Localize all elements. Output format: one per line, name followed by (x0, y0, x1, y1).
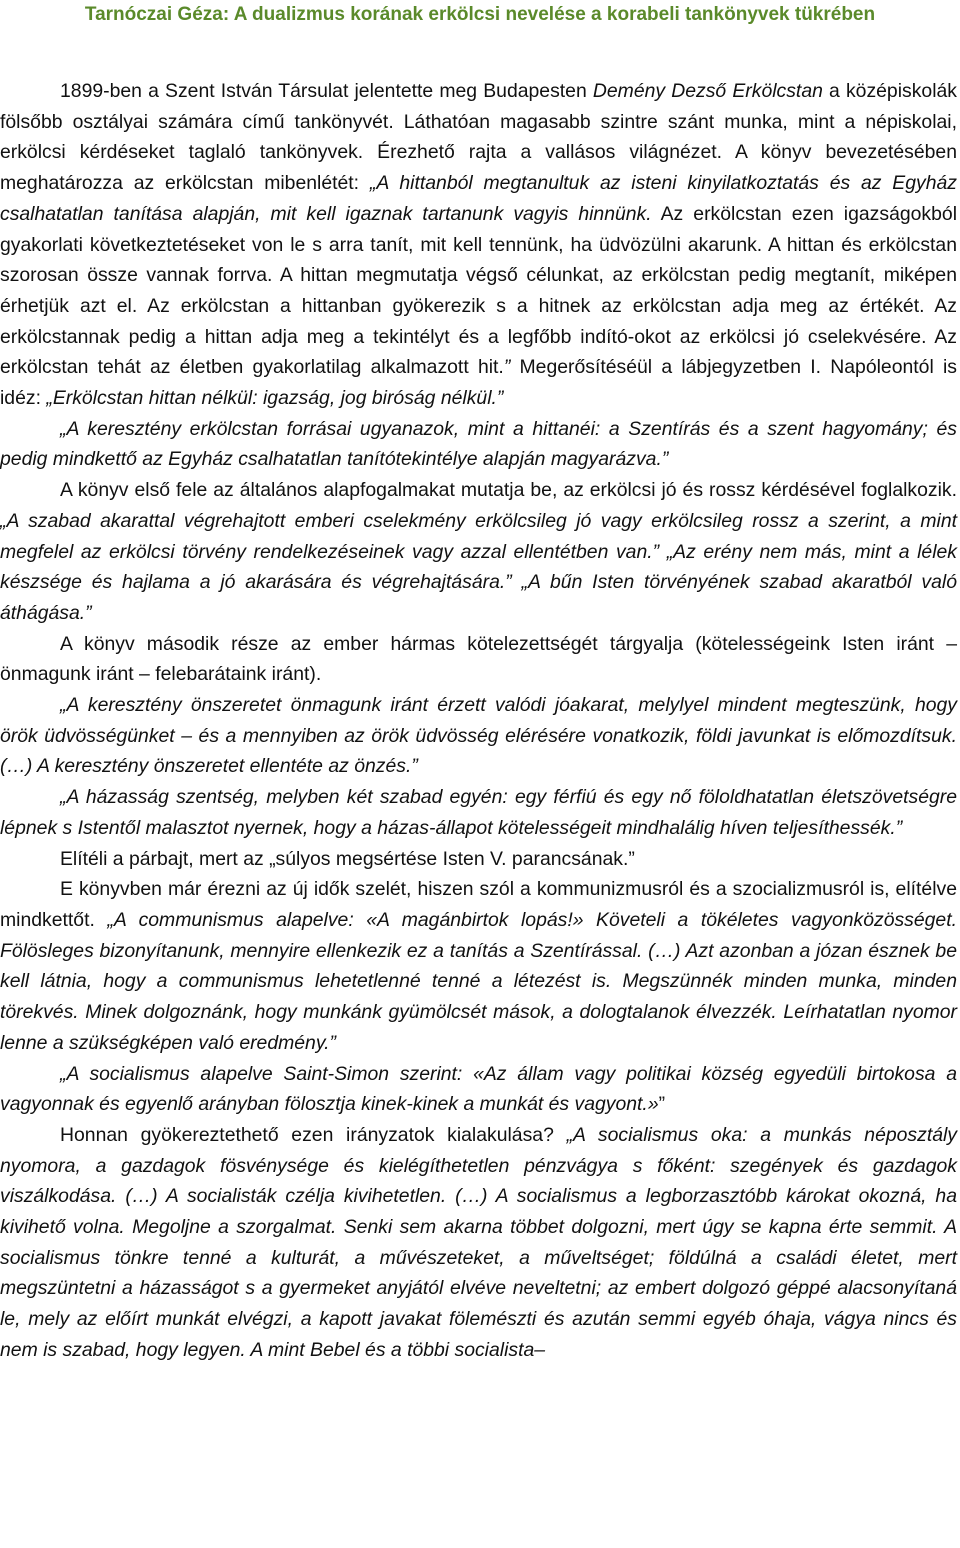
body-text: Megerősítéséül a lábjegyzetben I. Napóleontól is idéz: (0, 356, 957, 410)
body-text: E könyvben már érezni az új idők szelét, hiszen szól a kommunizmusról és a szocializmusról is, elítélve mindkettőt. (0, 878, 957, 931)
quoted-text: „A keresztény erkölcstan forrásai ugyanazok, mint a hittanéi: a Szentírás és a szent hagyomány; és pedig mindkettő az Egyház csalhatatlan tanítótekintélye alapján magyarázva.” (0, 417, 957, 471)
quoted-text: „A hittanból megtanultuk az isteni kinyilatkoztatás és az Egyház csalhatatlan tanítása alapján, mit kell igaznak tartanunk vagyis hinnünk. (0, 172, 957, 225)
quoted-text: „Erkölcstan hittan nélkül: igazság, jog biróság nélkül.” (46, 387, 504, 410)
running-header: Tarnóczai Géza: A dualizmus korának erkölcsi nevelése a korabeli tankönyvek tükrében (84, 4, 876, 25)
document-body (0, 76, 957, 1366)
body-text: Honnan gyökereztethető ezen irányzatok kialakulása? (60, 1123, 567, 1146)
body-text: a középiskolák fölsőbb osztályai számára című tankönyvét. Láthatóan magasabb szintre szánt munka, mint a népiskolai, erkölcsi kérdéseket taglaló tankönyvek. Érezhető rajta a vallásos világnézet. A könyv bevezetésében meghatározza az erkölcstan mibenlétét: (0, 80, 957, 195)
paragraph (0, 475, 957, 629)
body-text: 1899-ben a Szent István Társulat jelentette meg Budapesten (60, 80, 593, 102)
quoted-text: „A szabad akarattal végrehajtott emberi cselekmény erkölcsileg jó vagy erkölcsileg rossz a szerint, a mint megfelel az erkölcsi törvény rendelkezéseinek vagy azzal ellentétben van.” „Az erény nem más, mint a lélek készsége és hajlama a jó akarására és végrehajtására.” „A bűn Isten törvényének szabad akaratból való áthágása.” (0, 509, 957, 624)
quoted-text: Demény Dezső Erkölcstan (592, 80, 823, 102)
paragraph (0, 629, 957, 690)
paragraph (0, 874, 957, 1058)
paragraph (0, 1059, 957, 1120)
paragraph (0, 782, 957, 843)
body-text: A könyv első fele az általános alapfogalmakat mutatja be, az erkölcsi jó és rossz kérdésével foglalkozik. (60, 479, 957, 502)
quoted-text: „A communismus alapelve: «A magánbirtok lopás!» Követeli a tökéletes vagyonközösséget. Fölösleges bizonyítanunk, mennyire ellenkezik ez a tanítás a Szentírással. (…) Azt azonban a józan észnek be kell látnia, hogy a communismus lehetetlenné tenné a létezést is. Megszünnék minden munka, minden törekvés. Minek dolgoznánk, hogy munkánk gyümölcsét mások, a dologtalanok élvezzék. Leírhatatlan nyomor lenne a szükségképen való eredmény.” (0, 908, 957, 1054)
quoted-text: „A socialismus oka: a munkás néposztály nyomora, a gazdagok fösvénysége és kielégíthetetlen pénzvágya s főként: szegények és gazdagok viszálkodása. (…) A socialisták czélja kivihetetlen. (…) A socialismus a legborzasztóbb károkat okozná, ha kivihető volna. Megoljne a szorgalmat. Senki sem akarna többet dolgozni, mert úgy se kapna érte semmit. A socialismus tönkre tenné a kulturát, a művészeteket, a műveltséget; földúlná a családi életet, mert megszüntetni a házasságot s a gyermeket anyjától elvéve neveltetni; az embert dolgozó géppé alacsonyítaná le, mely az előírt munkát elvégzi, a kapott javakat fölemészti és azután semmi egyéb óhaja, vágya nincs és nem is szabad, hogy legyen. A mint Bebel és a többi socialista– (0, 1123, 957, 1361)
body-text: A könyv második része az ember hármas kötelezettségét tárgyalja (kötelességeink Isten iránt – önmagunk iránt – felebarátaink iránt). (0, 632, 957, 686)
quoted-text: ” (503, 356, 511, 379)
body-text: ” (658, 1093, 666, 1116)
paragraph (0, 844, 957, 875)
body-text: Az erkölcstan ezen igazságokból gyakorlati következtetéseket von le s arra tanít, mit kell tennünk, ha üdvözülni akarunk. A hittan és erkölcstan szorosan össze vannak forrva. A hittan megmutatja végső célunkat, az erkölcstan pedig megtanít, miképen érhetjük azt el. Az erkölcstan a hittanban gyökerezik s a hitnek az erkölcstan adja meg az értékét. Az erkölcstannak pedig a hittan adja meg a tekintélyt és a legfőbb indító-okot az erkölcsi jó cselekvésére. Az erkölcstan tehát az életben gyakorlatilag alkalmazott hit. (0, 202, 957, 379)
body-text: Elítéli a párbajt, mert az „súlyos megsértése Isten V. parancsának.” (60, 847, 635, 870)
quoted-text: „A socialismus alapelve Saint-Simon szerint: «Az állam vagy politikai község egyedüli birtokosa a vagyonnak és egyenlő arányban fölosztja kinek-kinek a munkát és vagyont.» (0, 1062, 957, 1116)
paragraph (0, 1120, 957, 1366)
paragraph (0, 690, 957, 782)
paragraph (0, 414, 957, 475)
quoted-text: „A keresztény önszeretet önmagunk iránt érzett valódi jóakarat, melylyel mindent megteszünk, hogy örök üdvösségünket – és a mennyiben az örök üdvösség elérésére vonatkozik, földi javunkat is előmozdítsuk. (…) A keresztény önszeretet ellentéte az önzés.” (0, 694, 957, 778)
paragraph (0, 76, 957, 414)
quoted-text: „A házasság szentség, melyben két szabad egyén: egy férfiú és egy nő föloldhatatlan életszövetségre lépnek s Istentől malasztot nyernek, hogy a házas-állapot kötelességeit mindhalálig híven teljesíthessék.” (0, 786, 957, 839)
